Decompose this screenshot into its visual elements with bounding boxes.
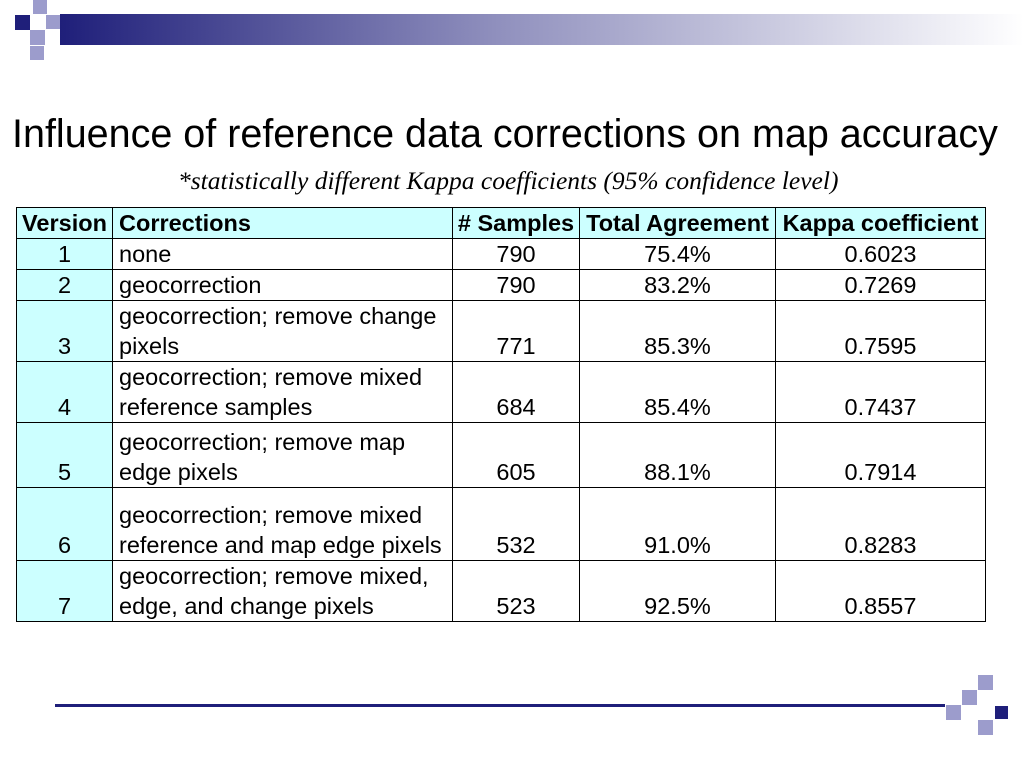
accuracy-table bbox=[16, 207, 986, 622]
corrections-cell: geocorrection; remove mixed reference samples bbox=[113, 362, 453, 423]
version-cell: 4 bbox=[17, 362, 113, 423]
decorative-square bbox=[946, 705, 961, 720]
table-row bbox=[17, 270, 986, 301]
version-cell: 3 bbox=[17, 301, 113, 362]
total-agreement-cell: 75.4% bbox=[580, 239, 776, 270]
table-row bbox=[17, 362, 986, 423]
kappa-cell: 0.8283 bbox=[776, 488, 986, 561]
decorative-square bbox=[978, 720, 993, 735]
version-cell: 2 bbox=[17, 270, 113, 301]
table-row bbox=[17, 423, 986, 488]
total-agreement-cell: 88.1% bbox=[580, 423, 776, 488]
samples-cell: 532 bbox=[453, 488, 580, 561]
decorative-square bbox=[15, 15, 30, 30]
column-header-kappa: Kappa coefficient bbox=[776, 208, 986, 239]
corrections-cell: none bbox=[113, 239, 453, 270]
column-header-total-agreement: Total Agreement bbox=[580, 208, 776, 239]
column-header-samples: # Samples bbox=[453, 208, 580, 239]
corrections-cell: geocorrection bbox=[113, 270, 453, 301]
decorative-square bbox=[962, 690, 977, 705]
corrections-cell: geocorrection; remove mixed, edge, and change pixels bbox=[113, 561, 453, 622]
decorative-square bbox=[30, 46, 44, 60]
column-header-corrections: Corrections bbox=[113, 208, 453, 239]
samples-cell: 771 bbox=[453, 301, 580, 362]
total-agreement-cell: 85.3% bbox=[580, 301, 776, 362]
table-row bbox=[17, 301, 986, 362]
kappa-cell: 0.6023 bbox=[776, 239, 986, 270]
total-agreement-cell: 83.2% bbox=[580, 270, 776, 301]
header-gradient-bar bbox=[60, 14, 1024, 45]
decorative-square bbox=[33, 0, 47, 14]
kappa-cell: 0.7437 bbox=[776, 362, 986, 423]
total-agreement-cell: 85.4% bbox=[580, 362, 776, 423]
decorative-square bbox=[995, 706, 1008, 719]
slide-subtitle: *statistically different Kappa coefficients (95% confidence level) bbox=[178, 166, 839, 195]
version-cell: 5 bbox=[17, 423, 113, 488]
table-row bbox=[17, 488, 986, 561]
corrections-cell: geocorrection; remove map edge pixels bbox=[113, 423, 453, 488]
version-cell: 6 bbox=[17, 488, 113, 561]
total-agreement-cell: 92.5% bbox=[580, 561, 776, 622]
corrections-cell: geocorrection; remove mixed reference and map edge pixels bbox=[113, 488, 453, 561]
table-header-row bbox=[17, 208, 986, 239]
decorative-square bbox=[46, 15, 60, 29]
kappa-cell: 0.7595 bbox=[776, 301, 986, 362]
footer-rule bbox=[55, 704, 945, 707]
total-agreement-cell: 91.0% bbox=[580, 488, 776, 561]
kappa-cell: 0.8557 bbox=[776, 561, 986, 622]
decorative-square bbox=[978, 675, 993, 690]
decorative-square bbox=[30, 30, 45, 45]
samples-cell: 790 bbox=[453, 239, 580, 270]
table-row bbox=[17, 561, 986, 622]
samples-cell: 523 bbox=[453, 561, 580, 622]
corrections-cell: geocorrection; remove change pixels bbox=[113, 301, 453, 362]
column-header-version: Version bbox=[17, 208, 113, 239]
slide-title: Influence of reference data corrections on map accuracy bbox=[12, 112, 998, 156]
version-cell: 1 bbox=[17, 239, 113, 270]
samples-cell: 605 bbox=[453, 423, 580, 488]
kappa-cell: 0.7269 bbox=[776, 270, 986, 301]
table-row bbox=[17, 239, 986, 270]
samples-cell: 684 bbox=[453, 362, 580, 423]
kappa-cell: 0.7914 bbox=[776, 423, 986, 488]
version-cell: 7 bbox=[17, 561, 113, 622]
samples-cell: 790 bbox=[453, 270, 580, 301]
